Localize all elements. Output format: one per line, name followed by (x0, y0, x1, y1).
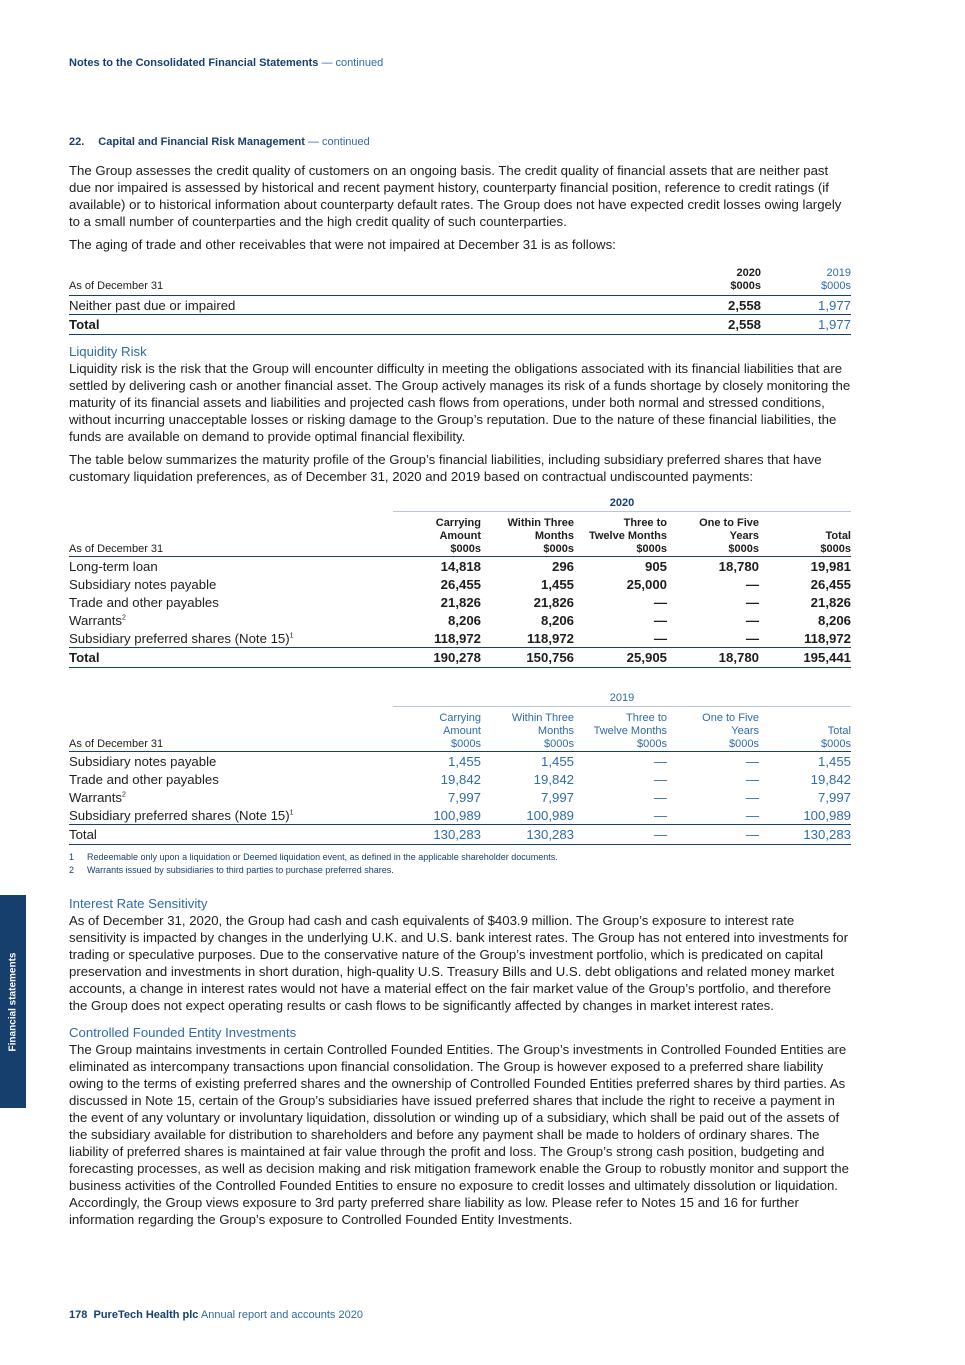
col-three-to-twelve-months: Three to Twelve Months $000s (593, 712, 667, 750)
maturity-2019-rows (69, 752, 851, 845)
interest-rate-heading: Interest Rate Sensitivity (69, 896, 208, 911)
maturity-table-header: As of December 31 Carrying Amount $000s Within Three Months $000s Three to Twelve Months $000s One to Five Years $000s Total $000s (69, 707, 851, 752)
col-within-three-months: Within Three Months $000s (507, 517, 574, 555)
col-one-to-five-years: One to Five Years $000s (702, 712, 759, 750)
liquidity-paragraph-1: Liquidity risk is the risk that the Group will encounter difficulty in meeting the obligations associated with its financial liabilities that are settled by delivering cash or another financial asset. The Group actively manages its risk of a funds shortage by closely monitoring the maturity of its financial assets and liabilities and projected cash flows from operations, under both normal and stressed conditions, without incurring unacceptable losses or risking damage to the Group’s reputation. Due to the nature of these financial liabilities, the funds are available on demand to provide optimal financial flexibility. (69, 361, 851, 444)
table-total-row: Total 130,283 130,283 — — 130,283 (69, 825, 851, 845)
year-2019: 2019 (393, 692, 851, 707)
table-row: Warrants$^2$ 8,206 8,206 — — 8,206 (69, 612, 851, 628)
main-content (69, 162, 851, 1234)
aging-table-header (69, 267, 851, 296)
footnote-1: 1 Redeemable only upon a liquidation or Deemed liquidation event, as defined in the applicable shareholder documents. (69, 852, 558, 862)
col-2020: 2020 $000s (730, 267, 761, 292)
table-row: Subsidiary preferred shares (Note 15)$^1$ 100,989 100,989 — — 100,989 (69, 807, 851, 823)
col-within-three-months: Within Three Months $000s (511, 712, 574, 750)
report-title: Annual report and accounts 2020 (200, 1309, 363, 1321)
running-head: Notes to the Consolidated Financial Statements — continued (69, 57, 384, 69)
liquidity-paragraph-2: The table below summarizes the maturity profile of the Group’s financial liabilities, including subsidiary preferred shares that have customary liquidation preferences, as of December 31, 2020 and 2019 based on contractual undiscounted payments: (69, 452, 822, 484)
aging-table (69, 267, 851, 335)
table-row: Long-term loan 14,818 296 905 18,780 19,981 (69, 558, 851, 574)
table-row: Subsidiary notes payable 1,455 1,455 — — 1,455 (69, 753, 851, 769)
col-three-to-twelve-months: Three to Twelve Months $000s (588, 517, 667, 555)
year-header-row (69, 497, 851, 512)
interest-rate-paragraph: As of December 31, 2020, the Group had cash and cash equivalents of $403.9 million. The Group’s exposure to interest rate sensitivity is impacted by changes in the underlying U.K. and U.S. bank interest rates. The Group has not entered into investments for trading or speculative purposes. Due to the conservative nature of the Group’s investment portfolio, which is predicated on capital preservation and investments in short duration, high-quality U.S. Treasury Bills and U.S. debt obligations and related money market accounts, a change in interest rates would not have a material effect on the fair market value of the Group’s portfolio, and therefore the Group does not expect operating results or cash flows to be significantly affected by changes in market interest rates. (69, 913, 848, 1013)
aging-intro-paragraph: The aging of trade and other receivables that were not impaired at December 31 is as follows: (69, 237, 616, 252)
page-footer (69, 1309, 363, 1321)
col-carrying-amount: Carrying Amount $000s (435, 517, 481, 555)
page-number: 178 (69, 1309, 88, 1321)
section-heading: 22. Capital and Financial Risk Management — continued (69, 136, 370, 148)
maturity-2020-rows (69, 557, 851, 668)
credit-quality-paragraph: The Group assesses the credit quality of customers on an ongoing basis. The credit quality of financial assets that are neither past due nor impaired is assessed by historical and recent payment history, counterparty financial position, reference to credit ratings (if available) or to historical information about counterparty default rates. The Group does not have expected credit losses owing largely to a small number of counterparties and the high credit quality of such counterparties. (69, 163, 842, 229)
table-total-row: Total 190,278 150,756 25,905 18,780 195,441 (69, 648, 851, 668)
table-row: Trade and other payables 19,842 19,842 — — 19,842 (69, 771, 851, 787)
side-section-tab: Financial statements (0, 895, 26, 1108)
year-2020: 2020 (393, 497, 851, 512)
col-carrying-amount: Carrying Amount $000s (439, 712, 481, 750)
controlled-entities-heading: Controlled Founded Entity Investments (69, 1025, 297, 1040)
col-one-to-five-years: One to Five Years $000s (699, 517, 759, 555)
maturity-table-2020 (69, 497, 851, 668)
table-total-row: Total 2,558 1,977 (69, 315, 851, 335)
year-header-row (69, 692, 851, 707)
liquidity-heading: Liquidity Risk (69, 344, 147, 359)
col-2019: 2019 $000s (821, 267, 851, 292)
maturity-table-header: As of December 31 Carrying Amount $000s Within Three Months $000s Three to Twelve Months $000s One to Five Years $000s Total $000s (69, 512, 851, 557)
table-row: Warrants$^2$ 7,997 7,997 — — 7,997 (69, 789, 851, 805)
footnote-2: 2 Warrants issued by subsidiaries to third parties to purchase preferred shares. (69, 865, 394, 875)
table-row: Subsidiary preferred shares (Note 15)$^1$ 118,972 118,972 — — 118,972 (69, 630, 851, 646)
table-row: Trade and other payables 21,826 21,826 — — 21,826 (69, 594, 851, 610)
company-name: PureTech Health plc (93, 1309, 199, 1321)
table-row: Neither past due or impaired 2,558 1,977 (69, 297, 851, 313)
col-total: Total $000s (820, 530, 851, 555)
aging-label: As of December 31 (69, 280, 164, 292)
col-total: Total $000s (821, 725, 851, 750)
table-row: Subsidiary notes payable 26,455 1,455 25,000 — 26,455 (69, 576, 851, 592)
controlled-entities-paragraph: The Group maintains investments in certain Controlled Founded Entities. The Group’s investments in Controlled Founded Entities are eliminated as intercompany transactions upon financial consolidation. The Group is however exposed to a preferred share liability owing to the terms of existing preferred shares and the ownership of Controlled Founded Entities preferred shares by third parties. As discussed in Note 15, certain of the Group’s subsidiaries have issued preferred shares that include the right to receive a payment in the event of any voluntary or involuntary liquidation, dissolution or winding up of a subsidiary, which shall be paid out of the assets of the subsidiary available for distribution to shareholders and before any payment shall be made to holders of ordinary shares. The liability of preferred shares is maintained at fair value through the profit and loss. The Group’s strong cash position, budgeting and forecasting processes, as well as decision making and risk mitigation framework enable the Group to robustly monitor and support the business activities of the Controlled Founded Entities to ensure no exposure to credit losses and ultimately dissolution or liquidation. Accordingly, the Group views exposure to 3rd party preferred share liability as low. Please refer to Notes 15 and 16 for further information regarding the Group’s exposure to Controlled Founded Entity Investments. (69, 1042, 849, 1227)
maturity-table-2019 (69, 692, 851, 845)
